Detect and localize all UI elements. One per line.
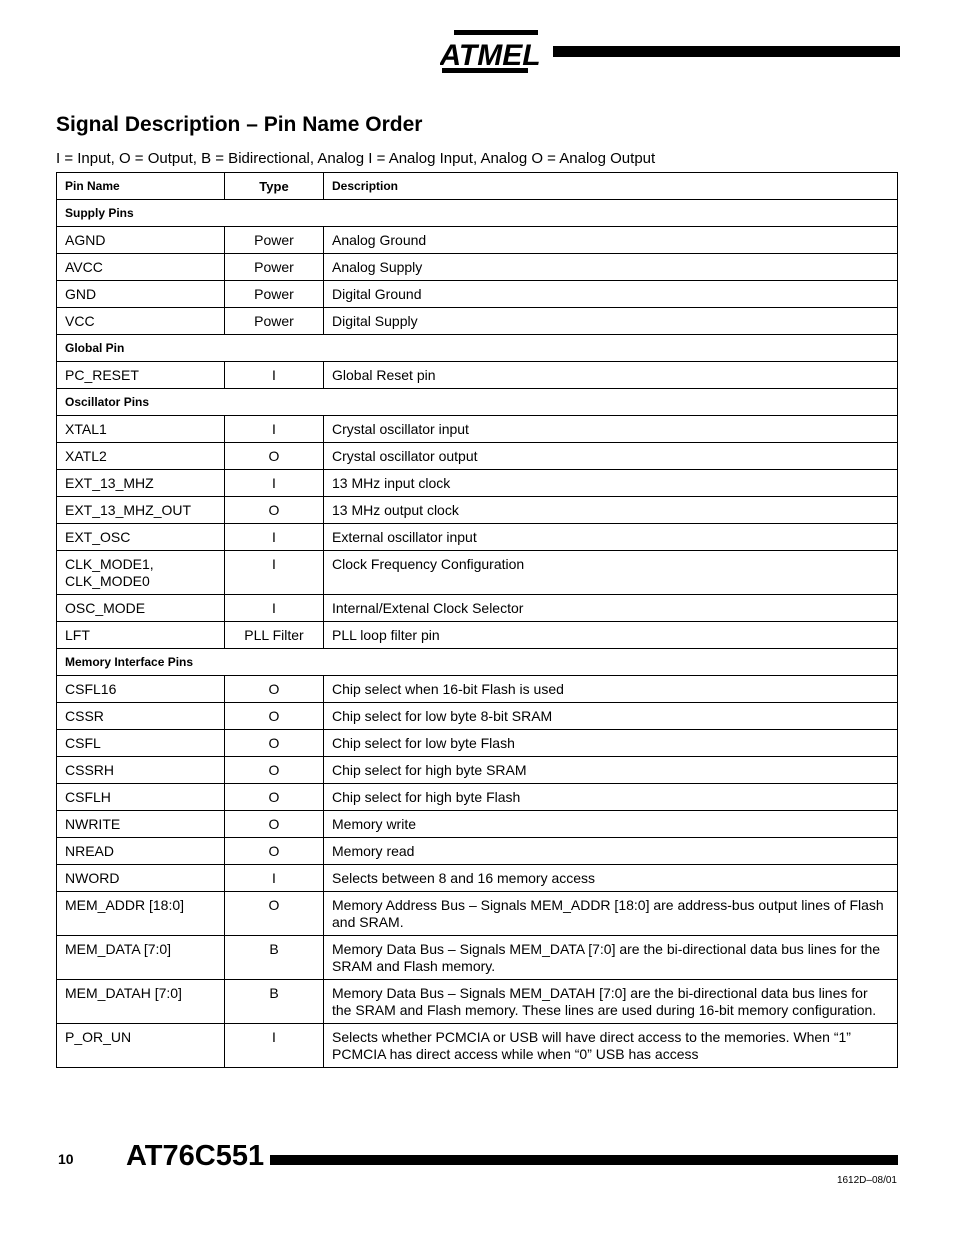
section-title: Memory Interface Pins [57, 649, 898, 676]
table-body [57, 200, 898, 1068]
type-cell: I [225, 1024, 324, 1068]
pin-name-cell: CLK_MODE1, CLK_MODE0 [57, 551, 225, 595]
type-cell: O [225, 676, 324, 703]
header-description: Description [324, 173, 898, 200]
table-row [57, 281, 898, 308]
type-cell: I [225, 470, 324, 497]
description-cell: Memory Data Bus – Signals MEM_DATAH [7:0] are the bi-directional data bus lines for the SRAM and Flash memory. These lines are used during 16-bit memory configuration. [324, 980, 898, 1024]
table-row [57, 362, 898, 389]
pin-name-cell: CSSRH [57, 757, 225, 784]
pin-name-cell: MEM_DATAH [7:0] [57, 980, 225, 1024]
table-row [57, 730, 898, 757]
description-cell: Crystal oscillator output [324, 443, 898, 470]
type-cell: I [225, 865, 324, 892]
table-row [57, 443, 898, 470]
type-cell: O [225, 892, 324, 936]
table-row [57, 980, 898, 1024]
type-cell: B [225, 936, 324, 980]
pin-name-cell: LFT [57, 622, 225, 649]
type-legend: I = Input, O = Output, B = Bidirectional, Analog I = Analog Input, Analog O = Analog Output [56, 150, 656, 167]
pin-name-cell: NREAD [57, 838, 225, 865]
pin-name-cell: OSC_MODE [57, 595, 225, 622]
description-cell: Memory Data Bus – Signals MEM_DATA [7:0] are the bi-directional data bus lines for the SRAM and Flash memory. [324, 936, 898, 980]
pin-name-cell: AGND [57, 227, 225, 254]
pin-name-cell: CSFL [57, 730, 225, 757]
pin-name-cell: EXT_OSC [57, 524, 225, 551]
table-row [57, 703, 898, 730]
table-row [57, 622, 898, 649]
section-title: Oscillator Pins [57, 389, 898, 416]
table-row [57, 595, 898, 622]
type-cell: Power [225, 254, 324, 281]
section-row [57, 200, 898, 227]
type-cell: O [225, 757, 324, 784]
description-cell: Chip select for low byte 8-bit SRAM [324, 703, 898, 730]
table-row [57, 892, 898, 936]
pin-name-cell: CSSR [57, 703, 225, 730]
product-name: AT76C551 [126, 1140, 265, 1172]
table-row [57, 784, 898, 811]
description-cell: 13 MHz output clock [324, 497, 898, 524]
atmel-logo [440, 28, 540, 76]
description-cell: 13 MHz input clock [324, 470, 898, 497]
logo-lettering: ATMEL [440, 39, 540, 72]
description-cell: Selects between 8 and 16 memory access [324, 865, 898, 892]
table-row [57, 1024, 898, 1068]
section-row [57, 335, 898, 362]
page-number: 10 [58, 1151, 74, 1167]
type-cell: O [225, 703, 324, 730]
table-row [57, 676, 898, 703]
type-cell: PLL Filter [225, 622, 324, 649]
header-type: Type [225, 173, 324, 200]
type-cell: O [225, 497, 324, 524]
pin-name-cell: CSFLH [57, 784, 225, 811]
pin-name-cell: NWRITE [57, 811, 225, 838]
section-row [57, 649, 898, 676]
table-row [57, 811, 898, 838]
pin-name-cell: EXT_13_MHZ_OUT [57, 497, 225, 524]
type-cell: O [225, 811, 324, 838]
table-row [57, 865, 898, 892]
footer-rule [270, 1155, 898, 1165]
description-cell: Digital Supply [324, 308, 898, 335]
description-cell: Internal/Extenal Clock Selector [324, 595, 898, 622]
table-row [57, 497, 898, 524]
atmel-logo-graphic [440, 28, 540, 76]
description-cell: Chip select for high byte SRAM [324, 757, 898, 784]
description-cell: PLL loop filter pin [324, 622, 898, 649]
type-cell: Power [225, 227, 324, 254]
signal-table [56, 172, 898, 1068]
type-cell: O [225, 730, 324, 757]
description-cell: Chip select for high byte Flash [324, 784, 898, 811]
header-rule [553, 46, 900, 57]
section-title: Global Pin [57, 335, 898, 362]
type-cell: O [225, 838, 324, 865]
type-cell: O [225, 784, 324, 811]
pin-name-cell: AVCC [57, 254, 225, 281]
type-cell: I [225, 524, 324, 551]
table-row [57, 416, 898, 443]
pin-name-cell: GND [57, 281, 225, 308]
page-title: Signal Description – Pin Name Order [56, 113, 423, 136]
description-cell: Memory write [324, 811, 898, 838]
section-title: Supply Pins [57, 200, 898, 227]
type-cell: I [225, 362, 324, 389]
pin-name-cell: MEM_DATA [7:0] [57, 936, 225, 980]
description-cell: Crystal oscillator input [324, 416, 898, 443]
table-row [57, 551, 898, 595]
pin-name-cell: CSFL16 [57, 676, 225, 703]
table-row [57, 308, 898, 335]
table-row [57, 936, 898, 980]
description-cell: Clock Frequency Configuration [324, 551, 898, 595]
table-row [57, 838, 898, 865]
table-row [57, 524, 898, 551]
description-cell: Digital Ground [324, 281, 898, 308]
type-cell: B [225, 980, 324, 1024]
type-cell: Power [225, 281, 324, 308]
description-cell: Memory Address Bus – Signals MEM_ADDR [18:0] are address-bus output lines of Flash and SRAM. [324, 892, 898, 936]
pin-name-cell: EXT_13_MHZ [57, 470, 225, 497]
type-cell: Power [225, 308, 324, 335]
pin-name-cell: NWORD [57, 865, 225, 892]
description-cell: Global Reset pin [324, 362, 898, 389]
description-cell: External oscillator input [324, 524, 898, 551]
pin-name-cell: MEM_ADDR [18:0] [57, 892, 225, 936]
pin-name-cell: P_OR_UN [57, 1024, 225, 1068]
pin-name-cell: XATL2 [57, 443, 225, 470]
pin-name-cell: XTAL1 [57, 416, 225, 443]
header-pin-name: Pin Name [57, 173, 225, 200]
doc-number: 1612D–08/01 [836, 1175, 897, 1186]
table-row [57, 254, 898, 281]
type-cell: O [225, 443, 324, 470]
table-row [57, 227, 898, 254]
description-cell: Chip select when 16-bit Flash is used [324, 676, 898, 703]
description-cell: Analog Supply [324, 254, 898, 281]
section-row [57, 389, 898, 416]
description-cell: Analog Ground [324, 227, 898, 254]
type-cell: I [225, 551, 324, 595]
pin-name-cell: VCC [57, 308, 225, 335]
description-cell: Selects whether PCMCIA or USB will have direct access to the memories. When “1” PCMCIA has direct access while when “0” USB has access [324, 1024, 898, 1068]
table-row [57, 757, 898, 784]
type-cell: I [225, 416, 324, 443]
description-cell: Chip select for low byte Flash [324, 730, 898, 757]
type-cell: I [225, 595, 324, 622]
table-header-row [57, 173, 898, 200]
pin-name-cell: PC_RESET [57, 362, 225, 389]
description-cell: Memory read [324, 838, 898, 865]
table-row [57, 470, 898, 497]
